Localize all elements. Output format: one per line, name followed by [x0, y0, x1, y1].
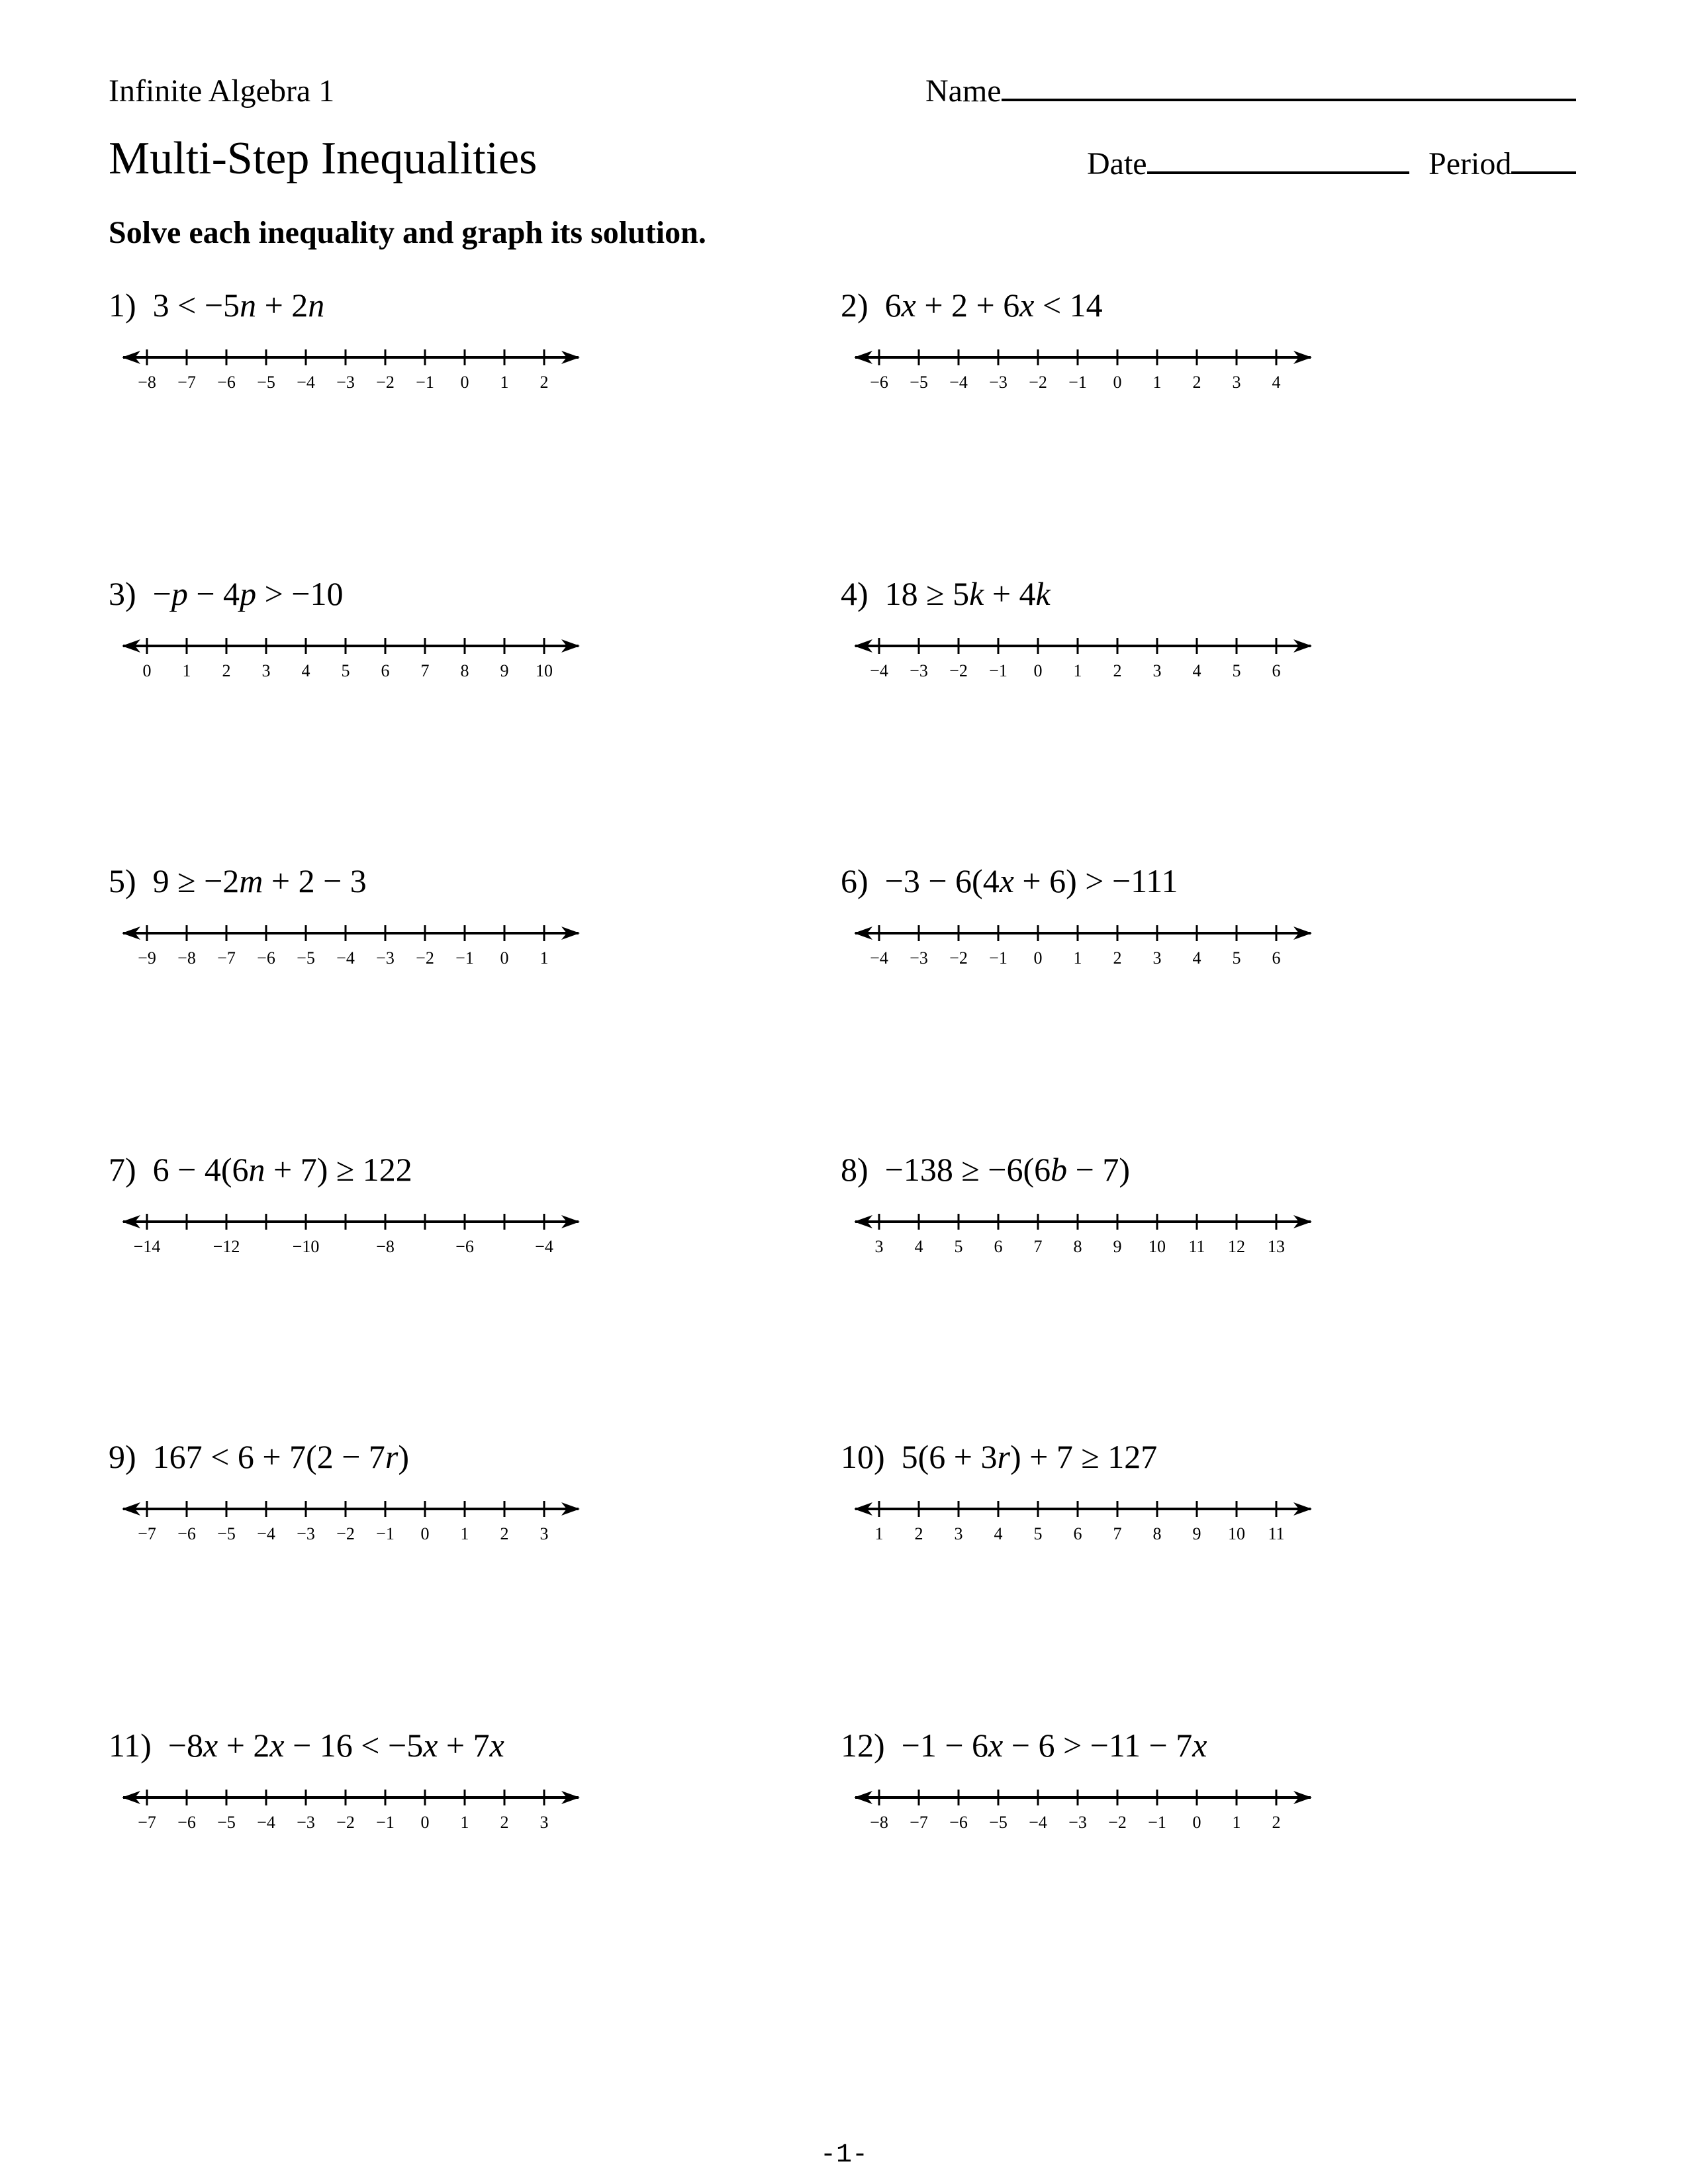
inequality-expression: 5(6 + 3r) + 7 ≥ 127	[901, 1438, 1158, 1475]
problem-12	[841, 1726, 1344, 1858]
tick-label: 6	[1272, 948, 1281, 968]
problem-6	[841, 862, 1344, 994]
problem-number: 9)	[109, 1438, 136, 1475]
number-line[interactable]	[119, 629, 583, 682]
inequality-expression: 6x + 2 + 6x < 14	[884, 287, 1103, 324]
tick-label: 8	[460, 661, 469, 680]
tick-label: −4	[297, 373, 315, 392]
problem-number: 5)	[109, 862, 136, 899]
tick-label: 11	[1268, 1524, 1285, 1543]
tick-label: 0	[1113, 373, 1122, 392]
inequality-expression: 18 ≥ 5k + 4k	[884, 575, 1051, 612]
problem-number: 6)	[841, 862, 868, 899]
tick-label: −3	[336, 373, 355, 392]
tick-label: −6	[949, 1813, 968, 1832]
worksheet-title: Multi-Step Inequalities	[109, 133, 538, 184]
problem-1	[109, 286, 612, 418]
tick-label: 6	[1272, 661, 1281, 680]
tick-label: 3	[1152, 948, 1162, 968]
problem-8	[841, 1150, 1344, 1283]
problem-5	[109, 862, 612, 994]
tick-label: −2	[949, 661, 968, 680]
problem-11	[109, 1726, 612, 1858]
problem-number: 2)	[841, 287, 868, 324]
tick-label: −3	[1068, 1813, 1087, 1832]
tick-label: −4	[949, 373, 968, 392]
tick-label: 4	[1192, 948, 1201, 968]
tick-label: 3	[539, 1813, 549, 1832]
tick-label: −8	[376, 1237, 395, 1256]
tick-label: −1	[989, 948, 1008, 968]
tick-label: −4	[870, 948, 888, 968]
tick-label: −7	[910, 1813, 928, 1832]
period-blank-line[interactable]	[1511, 171, 1576, 174]
number-line[interactable]	[851, 1780, 1315, 1833]
tick-label: −1	[1068, 373, 1087, 392]
tick-label: −4	[1029, 1813, 1047, 1832]
tick-label: −2	[416, 948, 434, 968]
problem-3	[109, 574, 612, 707]
tick-label: −4	[257, 1813, 275, 1832]
problem-number: 3)	[109, 575, 136, 612]
tick-label: −3	[989, 373, 1008, 392]
tick-label: −4	[870, 661, 888, 680]
tick-label: 1	[1073, 948, 1082, 968]
problem-text	[841, 574, 1051, 613]
tick-label: −14	[133, 1237, 161, 1256]
number-line[interactable]	[851, 1492, 1315, 1545]
problem-number: 4)	[841, 575, 868, 612]
tick-label: 0	[460, 373, 469, 392]
tick-label: −6	[177, 1813, 196, 1832]
tick-label: −3	[376, 948, 395, 968]
problem-text	[841, 1150, 1130, 1189]
tick-label: 1	[460, 1524, 469, 1543]
problem-text	[109, 1726, 504, 1764]
problem-number: 12)	[841, 1727, 885, 1764]
tick-label: −5	[217, 1524, 236, 1543]
tick-label: 1	[182, 661, 191, 680]
number-line[interactable]	[119, 1780, 583, 1833]
problem-text	[109, 574, 343, 613]
tick-label: −3	[910, 661, 928, 680]
course-name: Infinite Algebra 1	[109, 73, 335, 109]
tick-label: −5	[217, 1813, 236, 1832]
number-line[interactable]	[119, 1205, 583, 1257]
tick-label: 1	[1152, 373, 1162, 392]
problem-text	[841, 1437, 1157, 1476]
inequality-expression: −p − 4p > −10	[152, 575, 344, 612]
problem-text	[109, 286, 324, 324]
tick-label: −1	[989, 661, 1008, 680]
tick-label: 0	[420, 1524, 430, 1543]
tick-label: 1	[539, 948, 549, 968]
tick-label: 0	[142, 661, 152, 680]
tick-label: −8	[138, 373, 156, 392]
tick-label: 9	[1192, 1524, 1201, 1543]
tick-label: −8	[177, 948, 196, 968]
tick-label: −2	[949, 948, 968, 968]
number-line[interactable]	[851, 916, 1315, 969]
tick-label: 5	[1232, 948, 1241, 968]
tick-label: 2	[1113, 661, 1122, 680]
tick-label: −2	[336, 1524, 355, 1543]
problem-text	[109, 1150, 412, 1189]
tick-label: 7	[420, 661, 430, 680]
tick-label: −1	[376, 1813, 395, 1832]
date-field[interactable]	[1087, 146, 1409, 182]
inequality-expression: −3 − 6(4x + 6) > −111	[884, 862, 1178, 899]
tick-label: 12	[1228, 1237, 1245, 1256]
tick-label: 7	[1113, 1524, 1122, 1543]
tick-label: 10	[1149, 1237, 1166, 1256]
tick-label: −5	[297, 948, 315, 968]
tick-label: −2	[1108, 1813, 1127, 1832]
tick-label: −1	[376, 1524, 395, 1543]
tick-label: 2	[500, 1524, 509, 1543]
tick-label: 2	[1192, 373, 1201, 392]
tick-label: −3	[297, 1524, 315, 1543]
number-line[interactable]	[851, 629, 1315, 682]
tick-label: −4	[257, 1524, 275, 1543]
tick-label: −7	[138, 1524, 156, 1543]
tick-label: 4	[1192, 661, 1201, 680]
tick-label: 1	[874, 1524, 884, 1543]
inequality-expression: 167 < 6 + 7(2 − 7r)	[152, 1438, 410, 1475]
problem-number: 1)	[109, 287, 136, 324]
number-line[interactable]	[119, 1492, 583, 1545]
inequality-expression: −8x + 2x − 16 < −5x + 7x	[167, 1727, 504, 1764]
tick-label: −10	[292, 1237, 320, 1256]
tick-label: 6	[381, 661, 390, 680]
problem-number: 7)	[109, 1151, 136, 1188]
tick-label: 1	[500, 373, 509, 392]
tick-label: 5	[1033, 1524, 1043, 1543]
tick-label: 1	[1073, 661, 1082, 680]
tick-label: −12	[212, 1237, 240, 1256]
tick-label: −1	[416, 373, 434, 392]
tick-label: 9	[500, 661, 509, 680]
problem-text	[841, 286, 1103, 324]
number-line[interactable]	[851, 1205, 1315, 1257]
tick-label: −7	[177, 373, 196, 392]
tick-label: −2	[1029, 373, 1047, 392]
problem-10	[841, 1437, 1344, 1570]
tick-label: 10	[1228, 1524, 1245, 1543]
tick-label: 8	[1152, 1524, 1162, 1543]
tick-label: −7	[217, 948, 236, 968]
tick-label: −2	[336, 1813, 355, 1832]
tick-label: 2	[1272, 1813, 1281, 1832]
tick-label: −5	[257, 373, 275, 392]
date-label: Date	[1087, 146, 1147, 181]
tick-label: −1	[1148, 1813, 1166, 1832]
tick-label: 3	[954, 1524, 963, 1543]
tick-label: 8	[1073, 1237, 1082, 1256]
tick-label: −6	[257, 948, 275, 968]
inequality-expression: 6 − 4(6n + 7) ≥ 122	[152, 1151, 412, 1188]
tick-label: 9	[1113, 1237, 1122, 1256]
tick-label: 7	[1033, 1237, 1043, 1256]
tick-label: 2	[500, 1813, 509, 1832]
tick-label: 3	[1232, 373, 1241, 392]
problem-text	[109, 862, 367, 900]
tick-label: −4	[336, 948, 355, 968]
tick-label: 11	[1188, 1237, 1205, 1256]
tick-label: 0	[1033, 661, 1043, 680]
name-label: Name	[925, 73, 1002, 109]
number-line[interactable]	[851, 340, 1315, 393]
tick-label: −6	[870, 373, 888, 392]
problem-number: 8)	[841, 1151, 868, 1188]
tick-label: 2	[539, 373, 549, 392]
tick-label: 1	[460, 1813, 469, 1832]
tick-label: −3	[910, 948, 928, 968]
tick-label: −5	[910, 373, 928, 392]
tick-label: 5	[341, 661, 350, 680]
instructions: Solve each inequality and graph its solution.	[109, 215, 706, 250]
tick-label: −2	[376, 373, 395, 392]
tick-label: −3	[297, 1813, 315, 1832]
tick-label: 13	[1268, 1237, 1285, 1256]
tick-label: 3	[539, 1524, 549, 1543]
tick-label: −6	[177, 1524, 196, 1543]
problem-9	[109, 1437, 612, 1570]
page-number: -1-	[820, 2140, 868, 2170]
tick-label: 4	[994, 1524, 1003, 1543]
problem-number: 11)	[109, 1727, 152, 1764]
tick-label: −5	[989, 1813, 1008, 1832]
tick-label: 0	[1033, 948, 1043, 968]
inequality-expression: 9 ≥ −2m + 2 − 3	[152, 862, 367, 899]
tick-label: 0	[1192, 1813, 1201, 1832]
tick-label: 1	[1232, 1813, 1241, 1832]
inequality-expression: 3 < −5n + 2n	[152, 287, 325, 324]
tick-label: 2	[1113, 948, 1122, 968]
period-label: Period	[1429, 146, 1512, 181]
name-field[interactable]	[925, 73, 1576, 109]
problem-text	[841, 1726, 1207, 1764]
inequality-expression: −1 − 6x − 6 > −11 − 7x	[901, 1727, 1207, 1764]
tick-label: 5	[954, 1237, 963, 1256]
tick-label: 5	[1232, 661, 1241, 680]
date-blank-line[interactable]	[1147, 171, 1409, 174]
number-line[interactable]	[119, 340, 583, 393]
period-field[interactable]	[1429, 146, 1576, 182]
tick-label: 0	[420, 1813, 430, 1832]
problem-text	[109, 1437, 409, 1476]
tick-label: −8	[870, 1813, 888, 1832]
inequality-expression: −138 ≥ −6(6b − 7)	[884, 1151, 1131, 1188]
tick-label: 6	[994, 1237, 1003, 1256]
tick-label: −6	[217, 373, 236, 392]
problem-4	[841, 574, 1344, 707]
problem-2	[841, 286, 1344, 418]
tick-label: 4	[914, 1237, 923, 1256]
tick-label: −4	[535, 1237, 553, 1256]
problem-number: 10)	[841, 1438, 885, 1475]
tick-label: 3	[261, 661, 271, 680]
tick-label: 3	[874, 1237, 884, 1256]
number-line[interactable]	[119, 916, 583, 969]
tick-label: −6	[455, 1237, 474, 1256]
tick-label: 3	[1152, 661, 1162, 680]
tick-label: 6	[1073, 1524, 1082, 1543]
tick-label: 10	[536, 661, 553, 680]
name-blank-line[interactable]	[1002, 98, 1576, 101]
tick-label: −9	[138, 948, 156, 968]
tick-label: 0	[500, 948, 509, 968]
tick-label: 2	[914, 1524, 923, 1543]
problem-text	[841, 862, 1178, 900]
tick-label: 4	[1272, 373, 1281, 392]
tick-label: 4	[301, 661, 310, 680]
tick-label: 2	[222, 661, 231, 680]
tick-label: −7	[138, 1813, 156, 1832]
tick-label: −1	[455, 948, 474, 968]
problem-7	[109, 1150, 612, 1283]
